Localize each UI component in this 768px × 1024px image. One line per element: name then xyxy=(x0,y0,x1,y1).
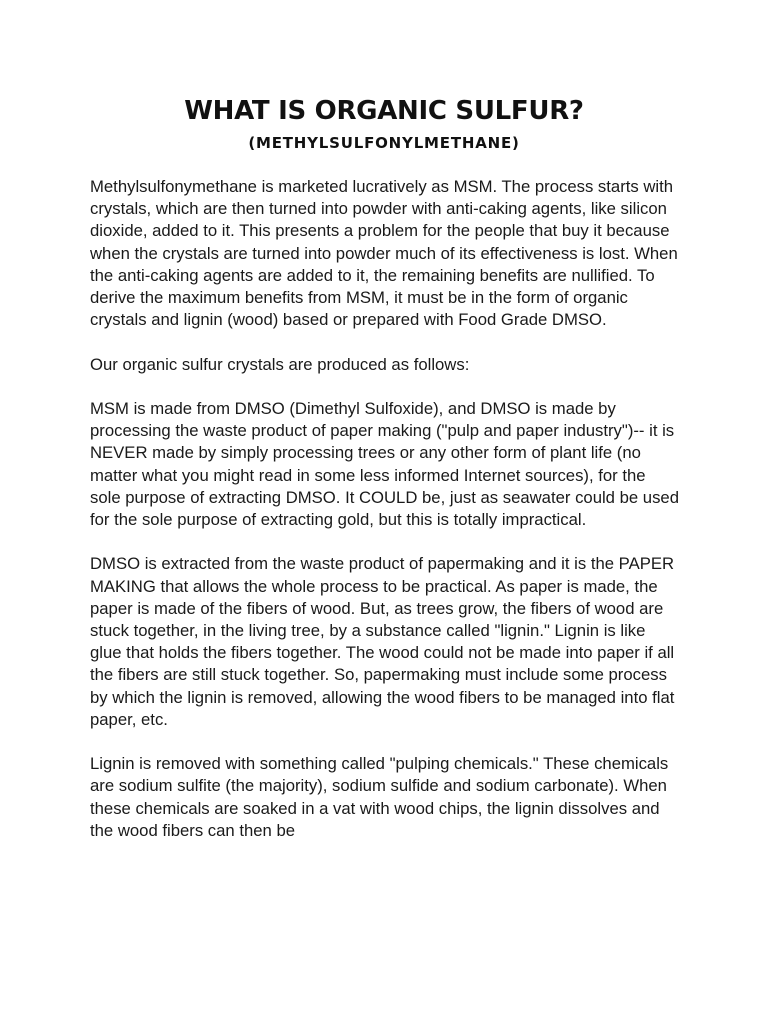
paragraph-msm-intro: Methylsulfonymethane is marketed lucratively as MSM. The process starts with crystals, which are then turned into powder with anti-caking agents, like silicon dioxide, added to it. This presents a problem for the people that buy it because when the crystals are turned into powder much of its effectiveness is lost. When the anti-caking agents are added to it, the remaining benefits are nullified. To derive the maximum benefits from MSM, it must be in the form of organic crystals and lignin (wood) based or prepared with Food Grade DMSO. xyxy=(90,177,678,330)
document-body xyxy=(90,176,680,864)
paragraph-dmso-origin: MSM is made from DMSO (Dimethyl Sulfoxide), and DMSO is made by processing the waste product of paper making ("pulp and paper industry")-- it is NEVER made by simply processing trees or any other form of plant life (no matter what you might read in some less informed Internet sources), for the sole purpose of extracting DMSO. It COULD be, just as seawater could be used for the sole purpose of extracting gold, but this is totally impractical. xyxy=(90,399,679,530)
paragraph-production-lead: Our organic sulfur crystals are produced as follows: xyxy=(90,354,470,374)
document-subtitle: (METHYLSULFONYLMETHANE) xyxy=(248,134,520,152)
paragraph-papermaking: DMSO is extracted from the waste product of papermaking and it is the PAPER MAKING that allows the whole process to be practical. As paper is made, the paper is made of the fibers of wood. But, as trees grow, the fibers of wood are stuck together, in the living tree, by a substance called "lignin." Lignin is like glue that holds the fibers together. The wood could not be made into paper if all the fibers are still stuck together. So, papermaking must include some process by which the lignin is removed, allowing the wood fibers to be managed into flat paper, etc. xyxy=(90,554,675,729)
document-title: WHAT IS ORGANIC SULFUR? xyxy=(184,96,584,126)
paragraph-lignin-removal: Lignin is removed with something called "pulping chemicals." These chemicals are sodium sulfite (the majority), sodium sulfide and sodium carbonate). When these chemicals are soaked in a vat with wood chips, the lignin dissolves and the wood fibers can then be xyxy=(90,754,669,840)
